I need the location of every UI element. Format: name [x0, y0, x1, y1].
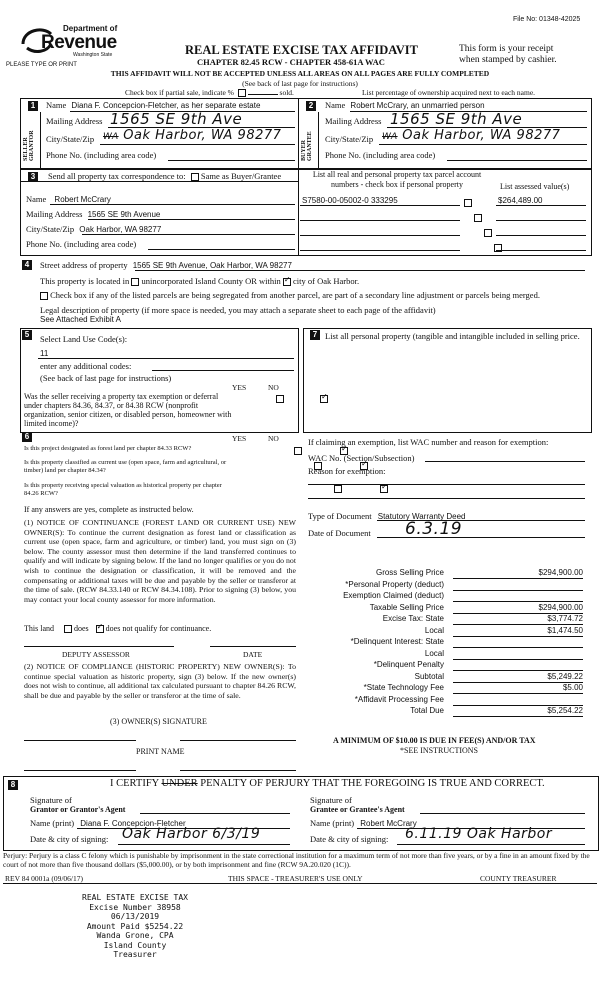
- financial-value[interactable]: [453, 660, 583, 671]
- deputy-date-label: DATE: [243, 650, 263, 659]
- located-row: [40, 276, 359, 286]
- buyer-mailing-label: Mailing Address: [325, 116, 382, 126]
- financial-row: [308, 649, 588, 661]
- partial-sale-checkbox[interactable]: [238, 89, 246, 97]
- located-pre: This property is located in: [40, 276, 130, 286]
- buyer-label-rule: [318, 112, 319, 168]
- grantor-print-label: Name (print): [30, 818, 75, 828]
- grantee-date-label: Date & city of signing:: [310, 834, 389, 844]
- s6-no-header: NO: [268, 434, 279, 443]
- corr-name-label: Name: [26, 194, 47, 204]
- s6-q3-no[interactable]: [380, 485, 388, 493]
- personal-property-label: List all personal property (tangible and intangible included in selling price.: [325, 331, 580, 341]
- sold-label: sold.: [279, 88, 294, 97]
- s5-yes-header: YES: [232, 383, 247, 392]
- corr-phone-field[interactable]: [148, 249, 295, 250]
- financial-value[interactable]: $1,474.50: [453, 626, 583, 637]
- corr-city-value[interactable]: Oak Harbor, WA 98277: [79, 225, 162, 234]
- additional-codes-field[interactable]: [152, 370, 294, 371]
- financial-value[interactable]: [453, 649, 583, 660]
- parcel-rule-1: [300, 205, 460, 206]
- buyer-city-label: City/State/Zip: [325, 134, 374, 144]
- assessed-rule-4: [496, 250, 586, 251]
- financial-row: [308, 660, 588, 672]
- financial-label: Taxable Selling Price: [369, 602, 444, 612]
- section-7-frame: [303, 328, 592, 433]
- financial-label: *Personal Property (deduct): [345, 579, 444, 589]
- s6-q3: Is this property receiving special valuation as historical property per chapter 84.26 RCW?: [24, 482, 222, 497]
- doc-type-label: Type of Document: [308, 511, 372, 521]
- grantor-date-rule: [118, 844, 290, 845]
- financial-label: Local: [424, 625, 444, 635]
- does-not-qualify-checkbox[interactable]: [96, 625, 104, 633]
- financial-value[interactable]: [453, 580, 583, 591]
- corr-city-rule: [82, 234, 295, 235]
- assessed-rule-3: [496, 235, 586, 236]
- unincorporated-checkbox[interactable]: [131, 278, 139, 286]
- seller-mailing-label: Mailing Address: [46, 116, 103, 126]
- treasurer-space: THIS SPACE - TREASURER'S USE ONLY: [228, 874, 363, 883]
- parcel-value[interactable]: S7580-00-05002-0 333295: [302, 196, 398, 205]
- financial-value[interactable]: [453, 591, 583, 602]
- grantee-date-rule: [397, 844, 585, 845]
- corr-name-rule: [50, 204, 295, 205]
- does-label: does: [74, 624, 89, 633]
- seller-phone-label: Phone No. (including area code): [46, 150, 157, 160]
- buyer-city-value[interactable]: Oak Harbor, WA 98277: [402, 128, 561, 143]
- stamp-line-5: Wanda Grone, CPA: [96, 931, 174, 940]
- s5-no-header: NO: [268, 383, 279, 392]
- deputy-date-line[interactable]: [210, 646, 296, 647]
- grantee-print-value[interactable]: Robert McCrary: [360, 819, 417, 828]
- receipt-line2: when stamped by cashier.: [459, 55, 557, 65]
- logo-word: Revenue: [41, 32, 117, 53]
- doc-date-rule: [377, 537, 585, 538]
- grantee-sig-label: Signature of: [310, 795, 352, 805]
- certify-post: PENALTY OF PERJURY THAT THE FOREGOING IS TRUE AND CORRECT.: [200, 778, 545, 789]
- minimum-due: A MINIMUM OF $10.00 IS DUE IN FEE(S) AND/OR TAX: [333, 736, 536, 745]
- grantor-agent-label: Grantor or Grantor's Agent: [30, 805, 126, 814]
- print-name-label: PRINT NAME: [136, 747, 185, 756]
- does-qualify-checkbox[interactable]: [64, 625, 72, 633]
- financial-value[interactable]: $3,774.72: [453, 614, 583, 625]
- seller-city-rule: [100, 144, 295, 145]
- perjury-notice: Perjury: Perjury is a class C felony which is punishable by imprisonment in the state correctional institution for a maximum term of not more than five years, or by a fine in an amount fixed by the court of not more than five thousand dollars ($5,000.00), or by both imprisonment and fine (RCW 9A.20.020 (1C)).: [3, 851, 590, 869]
- segregated-checkbox[interactable]: [40, 292, 48, 300]
- financial-label: Gross Selling Price: [375, 568, 444, 577]
- seller-mailing-value[interactable]: 1565 SE 9th Ave: [110, 110, 243, 128]
- financial-row: [308, 706, 588, 718]
- corr-city-label: City/State/Zip: [26, 224, 75, 234]
- section-6-number: 6: [22, 432, 32, 442]
- buyer-phone-label: Phone No. (including area code): [325, 150, 436, 160]
- parcel-rule-3: [300, 235, 460, 236]
- legal-label: Legal description of property (if more space is needed, you may attach a separate sheet to each page of the affidavit): [40, 305, 436, 315]
- qualify-row: [24, 624, 211, 633]
- buyer-grantee-label: BUYER GRANTEE: [301, 131, 313, 161]
- located-mid: unincorporated Island County OR within: [141, 276, 281, 286]
- corr-mailing-rule: [88, 219, 295, 220]
- financial-value[interactable]: $294,900.00: [453, 568, 583, 579]
- s6-q3-yes[interactable]: [334, 485, 342, 493]
- land-use-see-back: (See back of last page for instructions): [40, 373, 172, 383]
- financial-row: [308, 695, 588, 707]
- buyer-city-struck: WA: [382, 132, 398, 142]
- financial-value[interactable]: [453, 695, 583, 706]
- s6-q1-yes[interactable]: [294, 447, 302, 455]
- if-yes-note: If any answers are yes, complete as instructed below.: [24, 505, 194, 514]
- wac-field[interactable]: [425, 461, 585, 462]
- land-use-rule: [38, 358, 294, 359]
- stamp-line-4: Amount Paid $5254.22: [86, 921, 184, 931]
- partial-sale-row: [125, 88, 294, 97]
- financial-label: *Delinquent Penalty: [373, 660, 444, 669]
- see-instructions: *SEE INSTRUCTIONS: [400, 746, 479, 755]
- notice-of-continuance: (1) NOTICE OF CONTINUANCE (FOREST LAND OR CURRENT USE) NEW OWNER(S): To continue the current designation as forest land or classification as current use (open space, farm and agriculture, or timber) land, you must sign on (3) below. The county assessor must then determine if the land transferred continues to qualify and will indicate by signing below. If the land no longer qualifies or you do not wish to continue the designation or classification, it will be removed and the compensating or additional taxes will be due and payable by the seller or transferor at the time of sale. (RCW 84.33.140 or RCW 84.34.108). Prior to signing (3) below, you may contact your local county assessor for more information.: [24, 518, 296, 604]
- s6-yes-header: YES: [232, 434, 247, 443]
- street-row: [40, 260, 292, 270]
- dept-line: Department of: [63, 24, 118, 33]
- financial-label: Exemption Claimed (deduct): [343, 591, 444, 600]
- seller-city-value[interactable]: Oak Harbor, WA 98277: [123, 128, 282, 143]
- section-2-number: 2: [306, 101, 316, 111]
- section-4-number: 4: [22, 260, 32, 270]
- grantor-print-value[interactable]: Diana F. Concepcion-Fletcher: [80, 819, 186, 828]
- financial-row: [308, 637, 588, 649]
- buyer-city-rule: [379, 144, 587, 145]
- grantee-print-label: Name (print): [310, 818, 355, 828]
- owner-print-line-1[interactable]: [24, 770, 136, 771]
- partial-sale-percent[interactable]: [248, 94, 278, 95]
- form-title: REAL ESTATE EXCISE TAX AFFIDAVIT: [185, 43, 418, 57]
- financial-value[interactable]: $5,249.22: [453, 672, 583, 683]
- section-5-number: 5: [22, 330, 32, 340]
- same-as-buyer-label: Same as Buyer/Grantee: [200, 171, 282, 181]
- same-as-buyer-checkbox[interactable]: [191, 173, 199, 181]
- list-percentage: List percentage of ownership acquired next to each name.: [362, 88, 536, 97]
- financial-value[interactable]: [453, 637, 583, 648]
- wac-label: WAC No. (Section/Subsection): [308, 453, 415, 463]
- partial-sale-label: Check box if partial sale, indicate %: [125, 88, 234, 97]
- assessed-rule-1: [496, 205, 586, 206]
- form-chapter: CHAPTER 82.45 RCW - CHAPTER 458-61A WAC: [197, 57, 385, 67]
- form-revision: REV 84 0001a (09/06/17): [5, 874, 83, 883]
- buyer-phone-field[interactable]: [447, 160, 587, 161]
- seller-name-row: [46, 100, 260, 110]
- owner-print-line-2[interactable]: [180, 770, 296, 771]
- financial-row: [308, 591, 588, 603]
- owner-signature-label: (3) OWNER(S) SIGNATURE: [110, 717, 207, 726]
- located-post: city of Oak Harbor.: [293, 276, 360, 286]
- financial-row: [308, 603, 588, 615]
- section-3-rule: [20, 181, 298, 182]
- county-treasurer: COUNTY TREASURER: [480, 874, 557, 883]
- segregated-row: [40, 290, 540, 300]
- parcel-header: List all real and personal property tax parcel account numbers - check box if personal property: [312, 170, 482, 189]
- file-number: File No: 01348-42025: [513, 16, 581, 23]
- please-type: PLEASE TYPE OR PRINT: [6, 62, 77, 68]
- certify-line: [110, 778, 545, 789]
- seller-name-value[interactable]: Diana F. Concepcion-Fletcher, as her separate estate: [71, 101, 261, 110]
- s6-q2: Is this property classified as current use (open space, farm and agricultural, or timber) land per chapter 84.34?: [24, 459, 227, 474]
- land-use-value[interactable]: 11: [40, 349, 49, 358]
- grantee-date-value[interactable]: 6.11.19 Oak Harbor: [405, 826, 553, 842]
- receipt-line1: This form is your receipt: [459, 44, 554, 54]
- send-correspondence-row: [48, 171, 281, 181]
- parties-divider: [298, 98, 299, 169]
- reason-line-2[interactable]: [308, 498, 585, 499]
- financial-label: *Affidavit Processing Fee: [354, 694, 444, 704]
- section-7-number: 7: [310, 330, 320, 340]
- buyer-name-label: Name: [325, 100, 346, 110]
- corr-phone-label: Phone No. (including area code): [26, 239, 137, 249]
- financial-row: [308, 626, 588, 638]
- this-land-label: This land: [24, 624, 54, 633]
- grantee-agent-label: Grantee or Grantee's Agent: [310, 805, 405, 814]
- financial-label: Excise Tax: State: [382, 614, 444, 623]
- stamp-line-2: Excise Number 38958: [89, 902, 181, 912]
- financial-label: *State Technology Fee: [363, 683, 444, 692]
- doc-type-value[interactable]: Statutory Warranty Deed: [377, 512, 466, 521]
- certify-pre: I CERTIFY: [110, 778, 159, 789]
- corr-name-value[interactable]: Robert McCrary: [54, 195, 111, 204]
- seller-phone-field[interactable]: [168, 160, 295, 161]
- grantee-print-row: [310, 818, 417, 828]
- financial-value[interactable]: $5.00: [453, 683, 583, 694]
- treasurer-stamp: [80, 893, 190, 960]
- section-3-number: 3: [28, 172, 38, 182]
- deputy-signature-line[interactable]: [24, 646, 174, 647]
- exemption-question: Was the seller receiving a property tax exemption or deferral under chapters 84.36, 84.37, or 84.38 RCW (nonprofit organization, senior citizen, or disabled person, homeowner with limited income)?: [24, 392, 232, 428]
- financial-row: [308, 614, 588, 626]
- financial-row: [308, 672, 588, 684]
- reason-line-1[interactable]: [308, 484, 585, 485]
- section-1-number: 1: [28, 101, 38, 111]
- state-line: Washington State: [73, 52, 113, 58]
- financial-label: Local: [424, 648, 444, 658]
- financial-value[interactable]: $294,900.00: [453, 603, 583, 614]
- street-label: Street address of property: [40, 260, 128, 270]
- seller-city-struck: WA: [103, 132, 119, 142]
- grantor-date-value[interactable]: Oak Harbor 6/3/19: [122, 826, 261, 842]
- seller-city-label: City/State/Zip: [46, 134, 95, 144]
- buyer-city-row: [382, 128, 560, 143]
- section-8-number: 8: [8, 780, 18, 790]
- footer-rule: [3, 883, 597, 884]
- parcel-personal-checkbox-1[interactable]: [464, 199, 472, 207]
- city-checkbox[interactable]: [283, 278, 291, 286]
- s5-yes-checkbox[interactable]: [276, 395, 284, 403]
- certify-struck: UNDER: [161, 778, 198, 789]
- financial-row: [308, 580, 588, 592]
- segregated-label: Check box if any of the listed parcels are being segregated from another parcel, are part of a secondary line adjustment or parcels being merged.: [50, 290, 540, 300]
- financial-label: Total Due: [410, 706, 444, 715]
- seller-name-label: Name: [46, 100, 67, 110]
- street-rule: [135, 270, 585, 271]
- send-correspondence-label: Send all property tax correspondence to:: [48, 171, 186, 181]
- financial-value[interactable]: $5,254.22: [453, 706, 583, 717]
- corr-city-row: [26, 224, 161, 234]
- financial-table: [308, 568, 588, 718]
- reason-label: Reason for exemption:: [308, 466, 386, 476]
- warning-line: THIS AFFIDAVIT WILL NOT BE ACCEPTED UNLESS ALL AREAS ON ALL PAGES ARE FULLY COMPLETED: [110, 69, 490, 78]
- owner-signature-line-1[interactable]: [24, 740, 136, 741]
- corr-mailing-row: [26, 209, 160, 219]
- financial-label: Subtotal: [414, 671, 444, 681]
- grantor-sig-label: Signature of: [30, 795, 72, 805]
- corr-mailing-label: Mailing Address: [26, 209, 83, 219]
- notice-of-compliance: (2) NOTICE OF COMPLIANCE (HISTORIC PROPERTY) NEW OWNER(S): To continue special valuation as historic property, sign (3) below. If the new owner(s) does not wish to continue, all additional tax calculated pursuant to chapter 84.26 RCW, shall be due and payable by the seller or transferor at the time of sale.: [24, 662, 296, 700]
- street-value[interactable]: 1565 SE 9th Avenue, Oak Harbor, WA 98277: [132, 261, 292, 270]
- stamp-line-6: Island County Treasurer: [103, 940, 167, 959]
- assessed-value[interactable]: $264,489.00: [498, 196, 543, 205]
- financial-row: [308, 568, 588, 580]
- assessed-rule-2: [496, 220, 586, 221]
- legal-value[interactable]: See Attached Exhibit A: [40, 315, 121, 324]
- additional-codes-label: enter any additional codes:: [40, 361, 132, 371]
- s6-q1: Is this project designated as forest land per chapter 84.33 RCW?: [24, 445, 192, 452]
- exemption-label: If claiming an exemption, list WAC number and reason for exemption:: [308, 437, 549, 447]
- seller-label-rule: [40, 112, 41, 168]
- financial-label: *Delinquent Interest: State: [350, 637, 444, 646]
- doc-date-value[interactable]: 6.3.19: [405, 519, 463, 539]
- dor-logo: [15, 22, 125, 62]
- parcel-rule-4: [300, 250, 460, 251]
- grantor-date-label: Date & city of signing:: [30, 834, 109, 844]
- stamp-line-3: 06/13/2019: [110, 912, 160, 921]
- grantor-signature-line[interactable]: [140, 813, 290, 814]
- buyer-name-row: [325, 100, 485, 110]
- corr-name-row: [26, 194, 111, 204]
- seller-grantor-label: SELLER GRANTOR: [23, 130, 35, 161]
- financial-row: [308, 683, 588, 695]
- does-not-label: does not qualify for continuance.: [105, 624, 212, 633]
- stamp-line-1: REAL ESTATE EXCISE TAX: [82, 893, 188, 902]
- doc-date-label: Date of Document: [308, 528, 371, 538]
- owner-signature-line-2[interactable]: [180, 740, 296, 741]
- land-use-label: Select Land Use Code(s):: [40, 334, 128, 344]
- parcel-personal-checkbox-3[interactable]: [484, 229, 492, 237]
- section-3-divider: [298, 168, 299, 255]
- buyer-name-value[interactable]: Robert McCrary, an unmarried person: [350, 101, 485, 110]
- assessed-header: List assessed value(s): [500, 182, 570, 191]
- parcel-personal-checkbox-2[interactable]: [474, 214, 482, 222]
- seller-city-row: [103, 128, 281, 143]
- corr-mailing-value[interactable]: 1565 SE 9th Avenue: [87, 210, 161, 219]
- see-back: (See back of last page for instructions): [242, 79, 358, 88]
- grantee-signature-line[interactable]: [420, 813, 585, 814]
- parcel-rule-2: [300, 220, 460, 221]
- buyer-mailing-value[interactable]: 1565 SE 9th Ave: [390, 110, 523, 128]
- deputy-assessor-label: DEPUTY ASSESSOR: [62, 650, 130, 659]
